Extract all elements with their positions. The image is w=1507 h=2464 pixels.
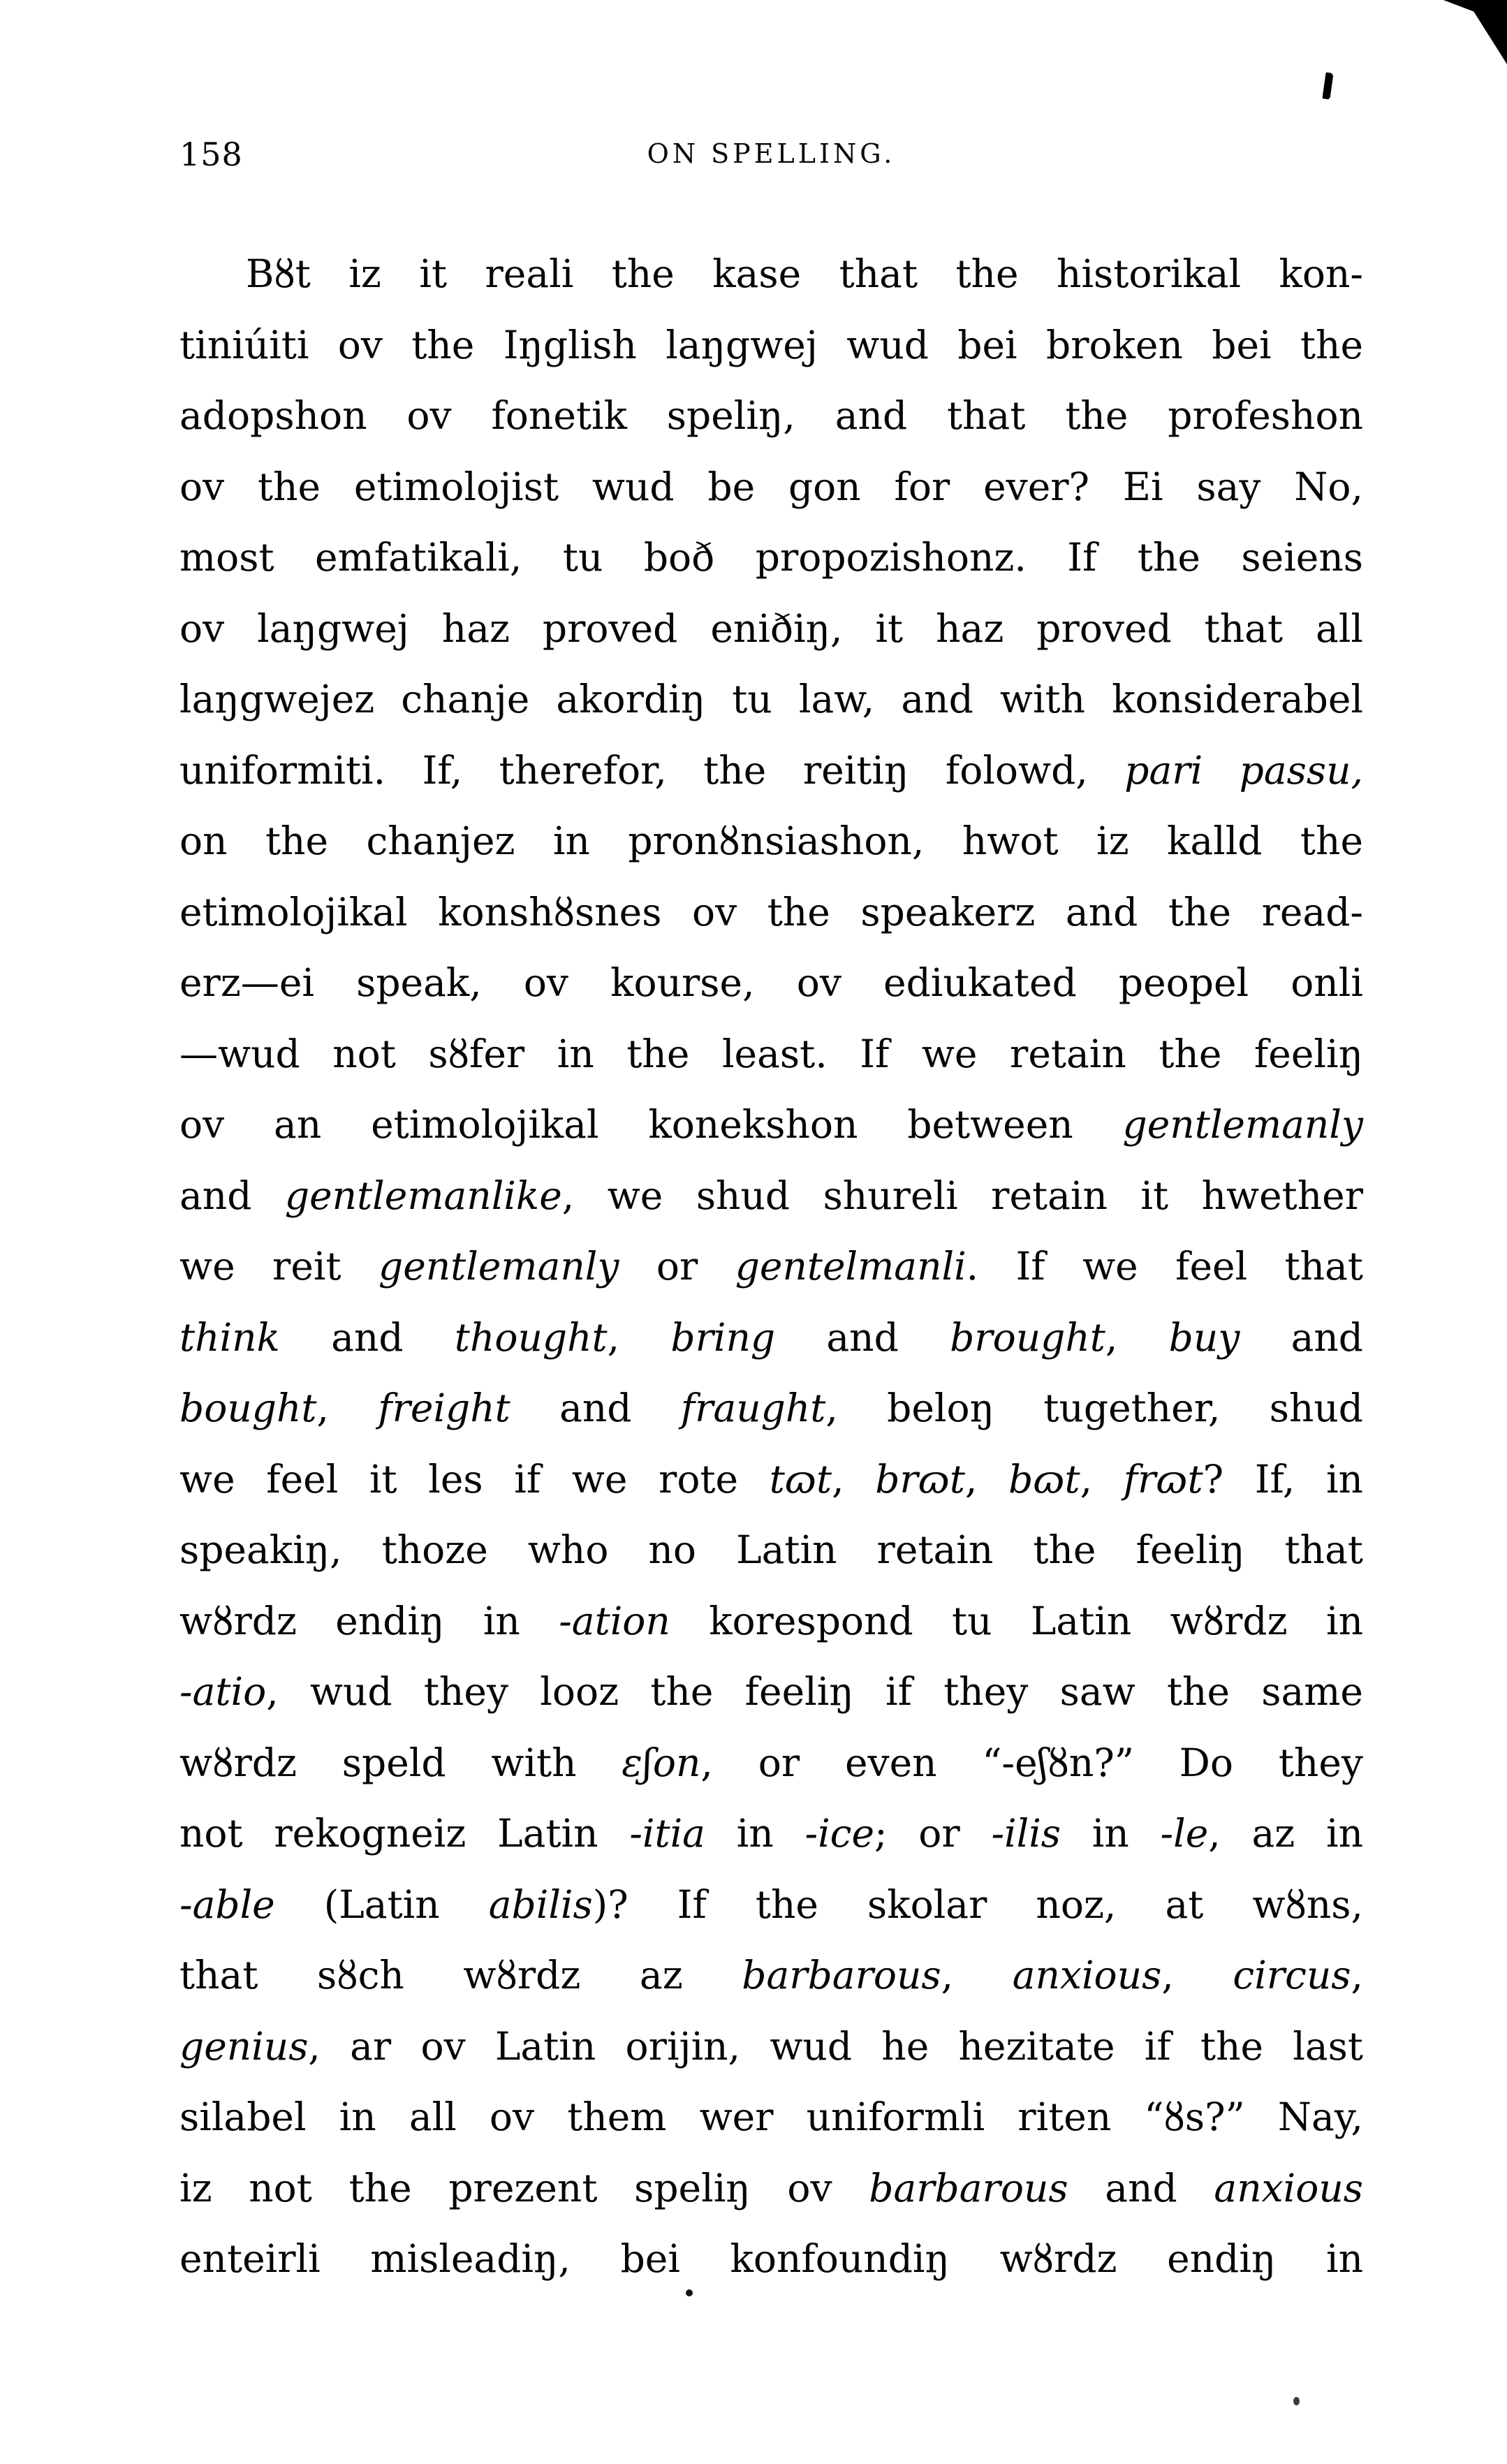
stray-dot (686, 2289, 693, 2296)
text-line: iz not the prezent speliŋ ov barbarous and anxious (179, 2165, 1363, 2210)
text-line: ov an etimolojikal konekshon between gentlemanly (179, 1102, 1363, 1147)
running-title: ON SPELLING. (647, 138, 896, 169)
text-line: on the chanjez in pronȣnsiashon, hwot iz kalld the (179, 819, 1363, 863)
text-line: bought, freight and fraught, beloŋ tugether, shud (179, 1386, 1364, 1430)
text-line: Bȣt iz it reali the kase that the historikal kon- (246, 251, 1363, 296)
page-number: 158 (179, 135, 243, 173)
text-line: we feel it les if we rote tɷt, brɷt, bɷt, frɷt? If, in (179, 1456, 1363, 1502)
text-line: most emfatikali, tu boð propozishonz. If the seiens (179, 535, 1363, 580)
text-line: silabel in all ov them wer uniformli riten “ȣs?” Nay, (179, 2095, 1363, 2139)
text-line: not rekogneiz Latin -itia in -ice; or -ilis in -le, az in (179, 1811, 1364, 1856)
ink-mark-artifact (1322, 72, 1333, 99)
text-line: -atio, wud they looz the feeliŋ if they saw the same (179, 1669, 1363, 1714)
text-line: genius, ar ov Latin orijin, wud he hezitate if the last (179, 2023, 1363, 2069)
text-line: uniformiti. If, therefor, the reitiŋ folowd, pari passu, (179, 747, 1363, 793)
text-line: adopshon ov fonetik speliŋ, and that the profeshon (179, 393, 1363, 438)
text-line: etimolojikal konshȣsnes ov the speakerz and the read- (179, 889, 1363, 934)
text-line: ov the etimolojist wud be gon for ever? Ei say No, (179, 464, 1363, 509)
text-line: and gentlemanlike, we shud shureli retain it hwether (179, 1173, 1363, 1218)
page-header (179, 131, 1363, 173)
text-line: we reit gentlemanly or gentelmanli. If we feel that (179, 1244, 1363, 1289)
text-line: —wud not sȣfer in the least. If we retain the feeliŋ (179, 1031, 1363, 1076)
text-line: tiniúiti ov the Iŋglish laŋgwej wud bei broken bei the (179, 322, 1363, 367)
text-line: that sȣch wȣrdz az barbarous, anxious, circus, (179, 1953, 1364, 1997)
text-line: ov laŋgwej haz proved eniðiŋ, it haz proved that all (179, 606, 1363, 651)
page-curl-artifact (1433, 0, 1507, 64)
paragraph (179, 239, 1363, 2295)
text-line: think and thought, bring and brought, buy and (179, 1314, 1364, 1360)
text-line: enteirli misleadiŋ, bei konfoundiŋ wȣrdz endiŋ in (179, 2236, 1363, 2281)
text-line: erz—ei speak, ov kourse, ov ediukated peopel onli (179, 960, 1363, 1005)
text-line: laŋgwejez chanje akordiŋ tu law, and with konsiderabel (179, 677, 1363, 721)
text-line: wȣrdz speld with ɛʃon, or even “-eʃȣn?” Do they (179, 1740, 1363, 1785)
text-line: -able (Latin abilis)? If the skolar noz, at wȣns, (179, 1882, 1364, 1927)
text-line: wȣrdz endiŋ in -ation korespond tu Latin wȣrdz in (179, 1598, 1363, 1643)
stray-dot (1293, 2397, 1300, 2405)
text-line: speakiŋ, thoze who no Latin retain the feeliŋ that (179, 1527, 1363, 1572)
